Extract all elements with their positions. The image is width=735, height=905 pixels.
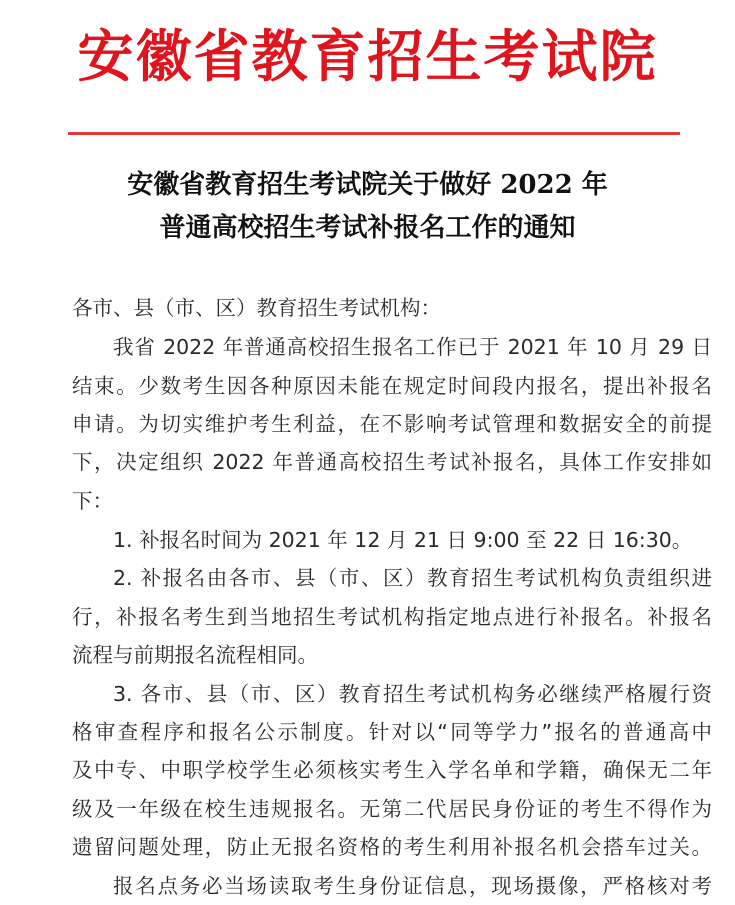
organization-letterhead: 安徽省教育招生考试院	[77, 24, 658, 90]
body-line: 3. 各市、县（市、区）教育招生考试机构务必继续严格履行资	[113, 682, 712, 706]
body-line: 下：	[72, 489, 113, 513]
body-line: 我省 2022 年普通高校招生报名工作已于 2021 年 10 月 29 日	[113, 335, 712, 359]
salutation: 各市、县（市、区）教育招生考试机构：	[72, 296, 441, 320]
body-line: 行，补报名考生到当地招生考试机构指定地点进行补报名。补报名	[72, 605, 712, 629]
body-line: 结束。少数考生因各种原因未能在规定时间段内报名，提出补报名	[72, 374, 712, 398]
letterhead-divider	[68, 132, 680, 135]
body-line: 格审查程序和报名公示制度。针对以“同等学力”报名的普通高中	[72, 720, 712, 744]
body-line: 1. 补报名时间为 2021 年 12 月 21 日 9:00 至 22 日 16:30。	[113, 528, 693, 552]
notice-title-line-1: 安徽省教育招生考试院关于做好 2022 年	[127, 170, 608, 200]
notice-title-line-2: 普通高校招生考试补报名工作的通知	[159, 213, 576, 243]
body-line: 遗留问题处理，防止无报名资格的考生利用补报名机会搭车过关。	[72, 835, 712, 859]
body-line: 报名点务必当场读取考生身份证信息，现场摄像，严格核对考	[113, 874, 712, 898]
body-line: 申请。为切实维护考生利益，在不影响考试管理和数据安全的前提	[72, 412, 712, 436]
body-line: 及中专、中职学校学生必须核实考生入学名单和学籍，确保无二年	[72, 758, 712, 782]
body-line: 流程与前期报名流程相同。	[72, 643, 318, 667]
body-line: 级及一年级在校生违规报名。无第二代居民身份证的考生不得作为	[72, 797, 712, 821]
body-line: 下，决定组织 2022 年普通高校招生考试补报名，具体工作安排如	[72, 450, 712, 474]
body-line: 2. 补报名由各市、县（市、区）教育招生考试机构负责组织进	[113, 566, 712, 590]
